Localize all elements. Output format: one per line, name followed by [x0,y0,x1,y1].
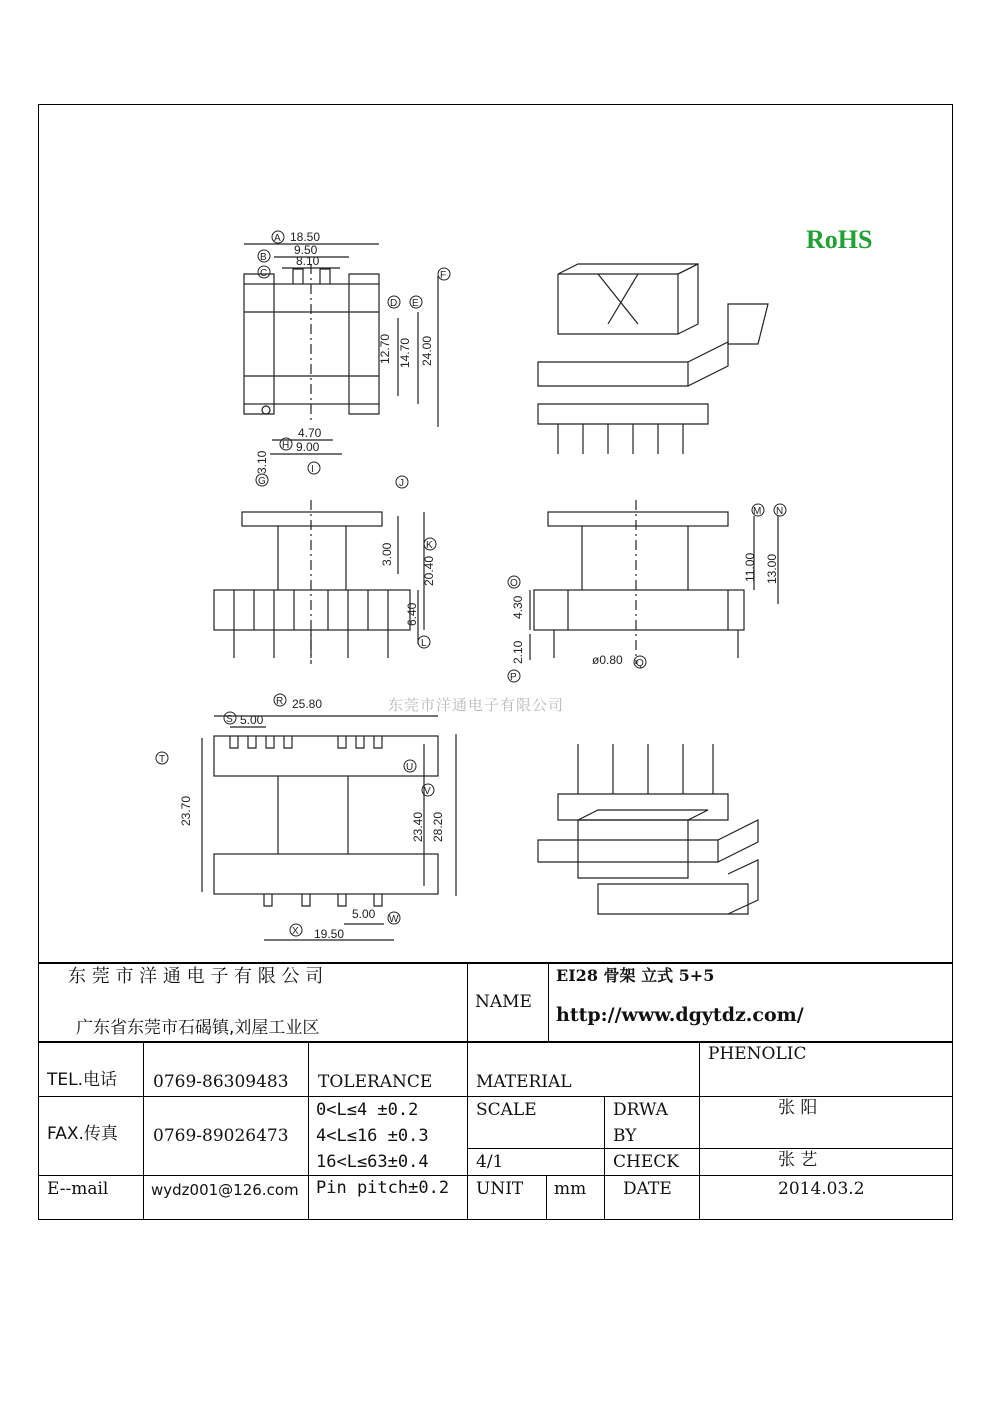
label-l [418,636,430,649]
svg-text:R: R [276,696,284,707]
label-n [774,504,786,517]
tolerance-row-3: 16<L≤63±0.4 [316,1152,429,1172]
dim-q: ø0.80 [592,653,623,667]
dim-b: 9.50 [294,243,318,257]
svg-text:S: S [226,714,233,725]
drawn-by-label-1: DRWA [613,1100,668,1120]
dim-o: 4.30 [511,595,525,619]
svg-text:G: G [258,476,266,487]
svg-text:K: K [426,540,433,551]
svg-text:D: D [390,298,398,309]
watermark: 东莞市洋通电子有限公司 [388,696,565,714]
label-m [752,504,764,517]
label-q [634,656,646,669]
label-k [424,538,436,551]
tel-label: TEL.电话 [47,1070,118,1090]
svg-text:V: V [424,786,431,797]
fax-label: FAX.传真 [47,1124,118,1144]
company-name: 东 莞 市 洋 通 电 子 有 限 公 司 [68,966,324,987]
scale-value: 4/1 [476,1152,504,1172]
dim-a: 18.50 [290,230,321,244]
label-a [272,231,284,244]
label-g [256,474,268,487]
material-label: MATERIAL [476,1072,572,1092]
email-value[interactable]: wydz001@126.com [151,1181,299,1199]
email-label: E--mail [47,1179,109,1199]
isometric-top [538,264,768,454]
side-view [530,500,778,664]
label-w [388,912,400,925]
svg-text:E: E [412,298,419,309]
dim-f: 24.00 [420,335,434,366]
svg-text:F: F [440,270,447,281]
svg-text:U: U [406,762,414,773]
label-i [308,462,320,475]
dim-n: 13.00 [765,553,779,584]
svg-text:W: W [389,914,399,925]
tolerance-row-2: 4<L≤16 ±0.3 [316,1126,429,1146]
svg-text:L: L [421,638,427,649]
svg-text:A: A [274,233,281,244]
svg-text:M: M [753,506,762,517]
dim-d: 12.70 [378,333,392,364]
svg-text:P: P [510,672,517,683]
svg-text:N: N [776,506,784,517]
label-x [290,924,302,937]
label-h [280,438,292,451]
fax-value: 0769-89026473 [153,1126,289,1146]
label-f [438,268,450,281]
label-c [258,266,270,279]
label-r [274,694,286,707]
website-link[interactable]: http://www.dgytdz.com/ [556,1004,804,1026]
svg-text:C: C [260,268,268,279]
label-e [410,296,422,309]
name-label: NAME [475,992,532,1012]
svg-text:I: I [311,464,314,475]
checked-by-value: 张 艺 [778,1150,818,1170]
unit-label: UNIT [476,1179,524,1199]
tel-value: 0769-86309483 [153,1072,289,1092]
svg-text:H: H [282,440,290,451]
dim-u: 23.40 [411,811,425,842]
dim-e: 14.70 [398,337,412,368]
label-u [404,760,416,773]
dim-h: 4.70 [298,426,322,440]
material-value: PHENOLIC [708,1044,807,1064]
label-v [422,784,434,797]
product-name: EI28 骨架 立式 5+5 [556,966,715,985]
dim-p: 2.10 [511,640,525,664]
date-value: 2014.03.2 [778,1179,865,1199]
drawn-by-value: 张 阳 [778,1098,818,1118]
drawn-by-label-2: BY [613,1126,637,1146]
label-b [258,250,270,263]
isometric-bottom [538,744,758,914]
company-address: 广东省东莞市石碣镇,刘屋工业区 [76,1018,320,1038]
dim-s: 5.00 [240,713,264,727]
dim-r: 25.80 [292,697,323,711]
tolerance-label: TOLERANCE [318,1072,433,1092]
dim-3: 3.00 [380,542,394,566]
label-d [388,296,400,309]
unit-value: mm [554,1179,587,1199]
rohs-mark: RoHS [806,225,873,254]
scale-label: SCALE [476,1100,537,1120]
svg-text:J: J [399,478,404,489]
front-view [214,500,424,664]
label-p [508,670,520,683]
tolerance-row-4: Pin pitch±0.2 [316,1178,450,1198]
dim-c: 8.10 [296,254,320,268]
svg-text:T: T [159,754,166,765]
dim-m: 11.00 [743,552,757,582]
dim-g: 3.10 [255,450,269,474]
dim-k: 20.40 [422,555,436,586]
svg-text:O: O [510,578,518,589]
dim-v: 28.20 [431,811,445,842]
dim-w: 5.00 [352,907,376,921]
svg-text:B: B [260,252,267,263]
dim-x: 19.50 [314,927,345,941]
dim-t: 23.70 [179,795,193,826]
svg-text:Q: Q [636,658,644,669]
title-block [38,962,953,1220]
label-j [396,476,408,489]
technical-drawing [38,104,953,962]
dim-l: 6.40 [405,602,419,626]
dim-i: 9.00 [296,440,320,454]
label-o [508,576,520,589]
tolerance-row-1: 0<L≤4 ±0.2 [316,1100,419,1120]
label-t [156,752,168,765]
date-label: DATE [623,1179,672,1199]
label-s [224,712,236,725]
check-label: CHECK [613,1152,679,1172]
svg-text:X: X [292,926,299,937]
